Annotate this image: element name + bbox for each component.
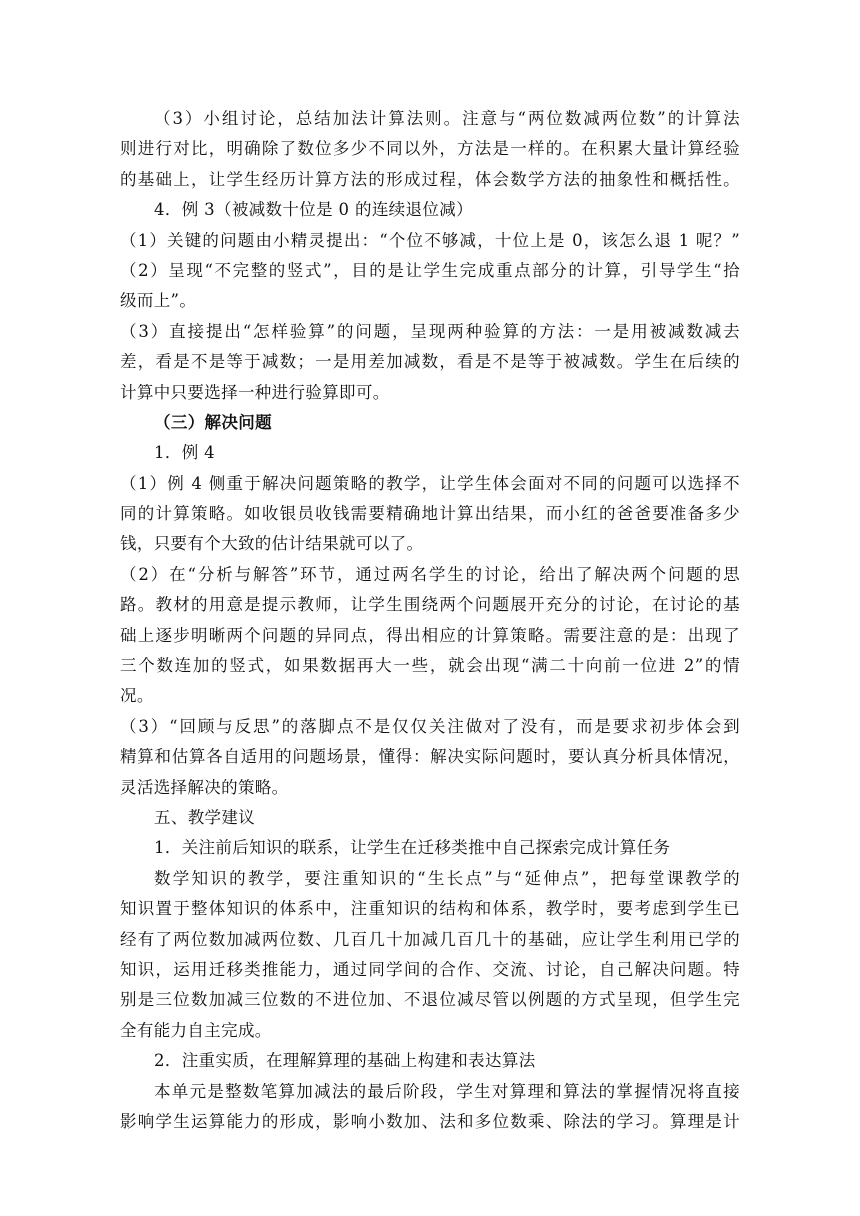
paragraph-line-20: 况。 — [120, 686, 154, 706]
paragraph-line-15: 钱，只要有个大致的估计结果就可以了。 — [120, 534, 424, 554]
example-3-heading: 4．例 3（被减数十位是 0 的连续退位减） — [154, 200, 473, 220]
paragraph-line-6: （2）呈现“不完整的竖式”，目的是让学生完成重点部分的计算，引导学生“拾 — [120, 260, 740, 280]
paragraph-line-26: 数学知识的教学，要注重知识的“生长点”与“延伸点”，把每堂课教学的 — [154, 868, 740, 888]
paragraph-line-16: （2）在“分析与解答”环节，通过两名学生的讨论，给出了解决两个问题的思 — [120, 564, 740, 584]
paragraph-line-34: 影响学生运算能力的形成，影响小数加、法和多位数乘、除法的学习。算理是计 — [120, 1111, 740, 1131]
paragraph-line-21: （3）“回顾与反思”的落脚点不是仅仅关注做对了没有，而是要求初步体会到 — [120, 716, 740, 736]
suggestion-2-heading: 2．注重实质，在理解算理的基础上构建和表达算法 — [154, 1051, 536, 1071]
section-heading-problem-solving: （三）解决问题 — [154, 412, 272, 432]
paragraph-line-33: 本单元是整数笔算加减法的最后阶段，学生对算理和算法的掌握情况将直接 — [154, 1081, 740, 1101]
paragraph-line-31: 全有能力自主完成。 — [120, 1020, 272, 1040]
paragraph-line-29: 知识，运用迁移类推能力，通过同学间的合作、交流、讨论，自己解决问题。特 — [120, 959, 740, 979]
paragraph-line-8: （3）直接提出“怎样验算”的问题，呈现两种验算的方法：一是用被减数减去 — [120, 321, 740, 341]
paragraph-line-10: 计算中只要选择一种进行验算即可。 — [120, 382, 390, 402]
paragraph-line-2: 则进行对比，明确除了数位多少不同以外，方法是一样的。在积累大量计算经验 — [120, 139, 740, 159]
paragraph-line-13: （1）例 4 侧重于解决问题策略的教学，让学生体会面对不同的问题可以选择不 — [120, 473, 740, 493]
example-4-heading: 1．例 4 — [154, 443, 215, 463]
suggestion-1-heading: 1．关注前后知识的联系，让学生在迁移类推中自己探索完成计算任务 — [154, 838, 671, 858]
paragraph-line-3: 的基础上，让学生经历计算方法的形成过程，体会数学方法的抽象性和概括性。 — [120, 169, 740, 189]
paragraph-line-5: （1）关键的问题由小精灵提出：“个位不够减，十位上是 0，该怎么退 1 呢？” — [120, 230, 740, 250]
paragraph-line-23: 灵活选择解决的策略。 — [120, 777, 289, 797]
paragraph-line-22: 精算和估算各自适用的问题场景，懂得：解决实际问题时，要认真分析具体情况， — [120, 747, 740, 767]
paragraph-line-19: 三个数连加的竖式，如果数据再大一些，就会出现“满二十向前一位进 2”的情 — [120, 656, 740, 676]
paragraph-line-7: 级而上”。 — [120, 291, 197, 311]
document-page — [120, 104, 740, 1137]
section-heading-teaching-suggestions: 五、教学建议 — [154, 807, 256, 827]
paragraph-line-28: 经有了两位数加减两位数、几百几十加减几百几十的基础，应让学生利用已学的 — [120, 929, 740, 949]
paragraph-line-30: 别是三位数加减三位数的不进位加、不退位减尽管以例题的方式呈现，但学生完 — [120, 990, 740, 1010]
paragraph-line-17: 路。教材的用意是提示教师，让学生围绕两个问题展开充分的讨论，在讨论的基 — [120, 595, 740, 615]
paragraph-line-27: 知识置于整体知识的体系中，注重知识的结构和体系，教学时，要考虑到学生已 — [120, 899, 740, 919]
paragraph-line-18: 础上逐步明晰两个问题的异同点，得出相应的计算策略。需要注意的是：出现了 — [120, 625, 740, 645]
paragraph-line-14: 同的计算策略。如收银员收钱需要精确地计算出结果，而小红的爸爸要准备多少 — [120, 504, 740, 524]
paragraph-line-9: 差，看是不是等于减数；一是用差加减数，看是不是等于被减数。学生在后续的 — [120, 352, 740, 372]
paragraph-line-1: （3）小组讨论，总结加法计算法则。注意与“两位数减两位数”的计算法 — [154, 109, 740, 128]
